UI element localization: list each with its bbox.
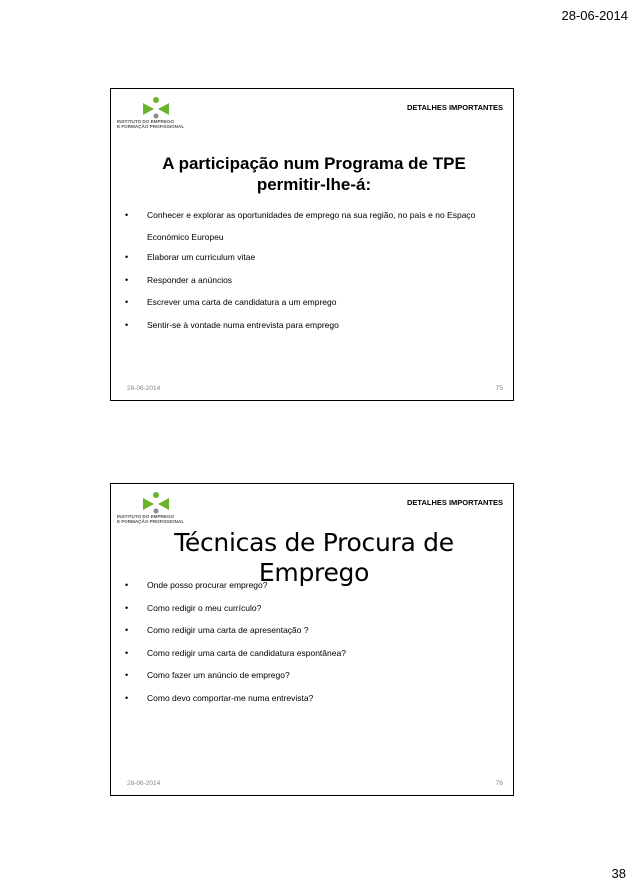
page-date: 28-06-2014 — [561, 8, 628, 23]
slide-76 — [110, 483, 514, 796]
slide-title: Técnicas de Procura de Emprego — [174, 528, 454, 587]
list-item: • Como devo comportar-me numa entrevista? — [125, 692, 314, 703]
iefp-logo — [117, 97, 199, 135]
bullet-list — [121, 580, 503, 715]
header-label: DETALHES IMPORTANTES — [407, 103, 503, 112]
list-item: • Conhecer e explorar as oportunidades de emprego na sua região, no país e no Espaço Económico Europeu — [125, 210, 476, 242]
list-item: • Como redigir uma carta de apresentação ? — [125, 625, 309, 635]
iefp-logo — [117, 492, 199, 530]
list-item: • Onde posso procurar emprego? — [125, 580, 268, 590]
list-item: • Responder a anúncios — [125, 274, 233, 285]
iefp-logo-icon — [141, 97, 171, 119]
list-item: • Como redigir o meu currículo? — [125, 602, 262, 613]
slide-footer-date: 28-06-2014 — [127, 385, 161, 392]
slide-title: A participação num Programa de TPE permitir-lhe-á: — [162, 154, 466, 194]
bullet-list — [121, 210, 503, 342]
page-number: 38 — [611, 866, 626, 881]
list-item: • Escrever uma carta de candidatura a um emprego — [125, 297, 337, 307]
slide-number: 76 — [495, 780, 503, 787]
list-item: • Sentir-se à vontade numa entrevista para emprego — [125, 319, 339, 330]
list-item: • Elaborar um curriculum vitae — [125, 252, 256, 262]
slide-75 — [110, 88, 514, 401]
logo-text: INSTITUTO DO EMPREGO E FORMAÇÃO PROFISSIONAL — [117, 119, 185, 130]
logo-text: INSTITUTO DO EMPREGO E FORMAÇÃO PROFISSIONAL — [117, 514, 185, 525]
header-label: DETALHES IMPORTANTES — [407, 498, 503, 507]
iefp-logo-icon — [141, 492, 171, 514]
slide-number: 75 — [495, 385, 503, 392]
list-item: • Como redigir uma carta de candidatura espontânea? — [125, 647, 346, 658]
slide-footer-date: 28-06-2014 — [127, 780, 161, 787]
list-item: • Como fazer um anúncio de emprego? — [125, 670, 290, 680]
